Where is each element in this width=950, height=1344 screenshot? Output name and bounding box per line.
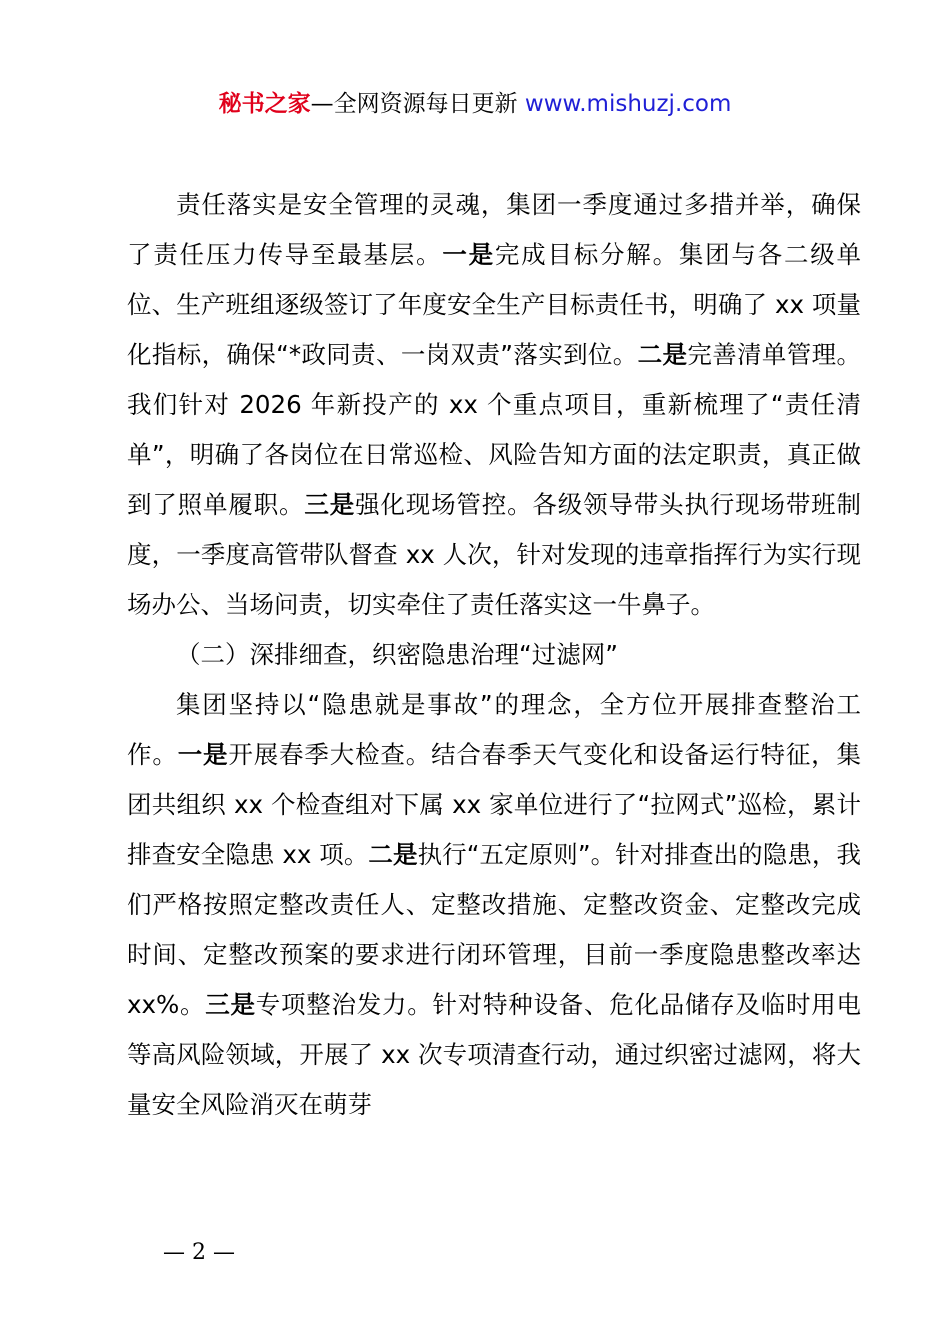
- paragraph-text: 开展春季大检查。结合春季天气变化和设备运行特征，集团共组织 xx 个检查组对下属 xx 家单位进行了“拉网式”巡检，累计排查安全隐患 xx 项。: [127, 740, 862, 869]
- paragraph-text: 强化现场管控。各级领导带头执行现场带班制度，一季度高管带队督查 xx 人次，针对发现的违章指挥行为实行现场办公、当场问责，切实牵住了责任落实这一牛鼻子。: [127, 490, 862, 619]
- bold-marker: 一是: [442, 240, 495, 269]
- paragraph-text: 执行“五定原则”。针对排查出的隐患，我们严格按照定整改责任人、定整改措施、定整改资金、定整改完成时间、定整改预案的要求进行闭环管理，目前一季度隐患整改率达 xx%。: [127, 840, 861, 1019]
- header-tagline: —全网资源每日更新: [310, 91, 525, 117]
- bold-marker: 一是: [177, 740, 229, 769]
- paragraph-text: 专项整治发力。针对特种设备、危化品储存及临时用电等高风险领域，开展了 xx 次专项清查行动，通过织密过滤网，将大量安全风险消灭在萌芽: [127, 990, 862, 1119]
- site-url: www.mishuzj.com: [524, 91, 732, 117]
- bold-marker: 二是: [637, 340, 688, 369]
- bold-marker: 二是: [368, 840, 418, 869]
- bold-marker: 三是: [205, 990, 256, 1019]
- page-number: — 2 —: [163, 1240, 235, 1265]
- paragraph-hazard-inspection: [127, 680, 861, 1130]
- document-body: [127, 180, 861, 1130]
- site-header: [0, 88, 950, 120]
- section-heading: （二）深排细查，织密隐患治理“过滤网”: [176, 640, 618, 669]
- brand-name: 秘书之家: [218, 91, 311, 117]
- paragraph-text: 完善清单管理。我们针对 2026 年新投产的 xx 个重点项目，重新梳理了“责任清单”，明确了各岗位在日常巡检、风险告知方面的法定职责，真正做到了照单履职。: [127, 340, 862, 519]
- bold-marker: 三是: [304, 490, 356, 519]
- paragraph-intro: 责任落实是安全管理的灵魂，集团一季度通过多措并举，确保了责任压力传导至最基层。: [127, 190, 861, 269]
- paragraph-intro: 集团坚持以“隐患就是事故”的理念，全方位开展排查整治工作。: [127, 690, 861, 769]
- paragraph-text: 完成目标分解。集团与各二级单位、生产班组逐级签订了年度安全生产目标责任书，明确了 xx 项量化指标，确保“*政同责、一岗双责”落实到位。: [127, 240, 862, 369]
- paragraph-responsibility: [127, 180, 861, 630]
